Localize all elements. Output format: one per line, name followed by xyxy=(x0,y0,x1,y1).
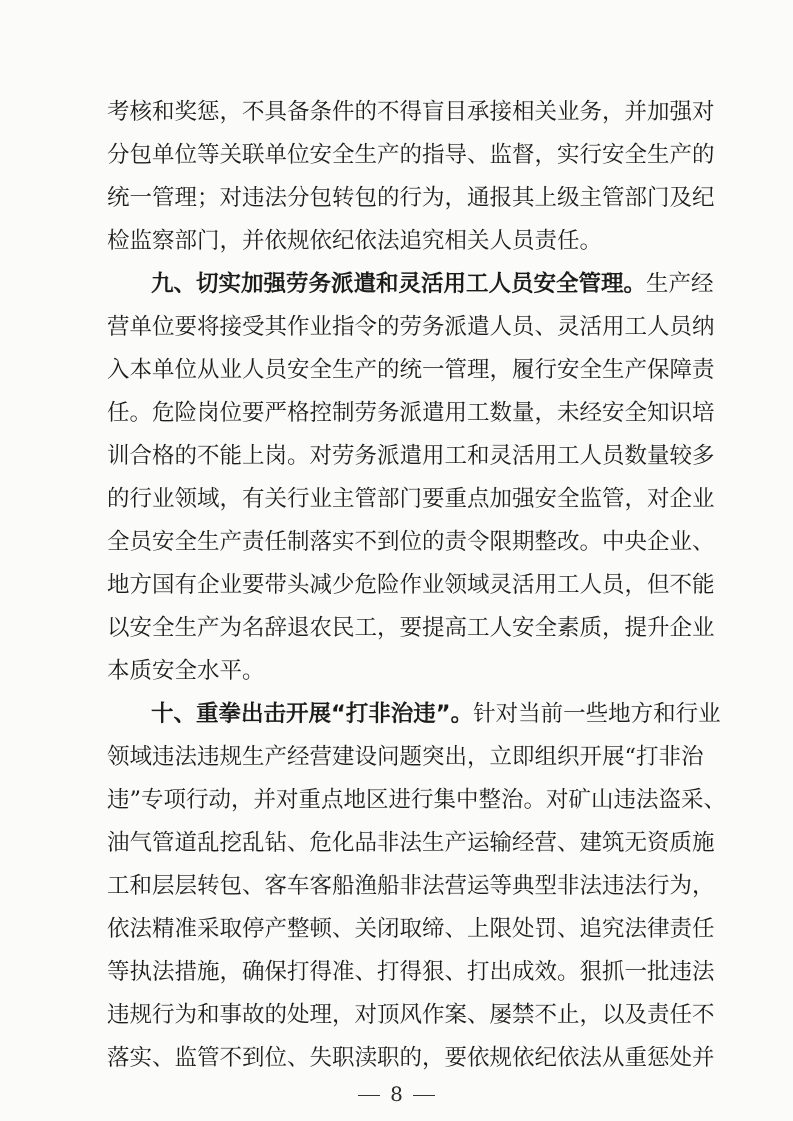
section-10-heading: 十、重拳出击开展“打非治违”。 xyxy=(151,701,474,727)
body-line: 入本单位从业人员安全生产的统一管理，履行安全生产保障责 xyxy=(107,357,715,383)
body-line: 地方国有企业要带头减少危险作业领域灵活用工人员，但不能 xyxy=(107,572,715,598)
section-10-first-line-rest: 针对当前一些地方和行业 xyxy=(473,701,721,727)
section-10-first-line xyxy=(151,699,721,729)
body-line: 违”专项行动，并对重点地区进行集中整治。对矿山违法盗采、 xyxy=(107,787,727,813)
footer-left-dash xyxy=(358,1095,380,1096)
body-line: 统一管理；对违法分包转包的行为，通报其上级主管部门及纪 xyxy=(107,185,715,211)
body-line: 违规行为和事故的处理，对顶风作案、屡禁不止，以及责任不 xyxy=(107,1002,715,1028)
body-line: 考核和奖惩，不具备条件的不得盲目承接相关业务，并加强对 xyxy=(107,99,715,125)
body-line: 落实、监管不到位、失职渎职的，要依规依纪依法从重惩处并 xyxy=(107,1045,715,1071)
body-line: 的行业领域，有关行业主管部门要重点加强安全监管，对企业 xyxy=(107,486,715,512)
body-line: 任。危险岗位要严格控制劳务派遣用工数量，未经安全知识培 xyxy=(107,400,715,426)
body-line: 领域违法违规生产经营建设问题突出，立即组织开展“打非治 xyxy=(107,744,704,770)
body-line: 等执法措施，确保打得准、打得狠、打出成效。狠抓一批违法 xyxy=(107,959,715,985)
section-9-heading: 九、切实加强劳务派遣和灵活用工人员安全管理。 xyxy=(151,271,647,297)
section-9-first-line xyxy=(151,269,714,299)
body-line: 分包单位等关联单位安全生产的指导、监督，实行安全生产的 xyxy=(107,142,715,168)
body-line: 全员安全生产责任制落实不到位的责令限期整改。中央企业、 xyxy=(107,529,715,555)
body-line: 油气管道乱挖乱钻、危化品非法生产运输经营、建筑无资质施 xyxy=(107,830,715,856)
body-line: 以安全生产为名辞退农民工，要提高工人安全素质，提升企业 xyxy=(107,615,715,641)
body-line: 工和层层转包、客车客船渔船非法营运等典型非法违法行为， xyxy=(107,873,715,899)
body-line: 训合格的不能上岗。对劳务派遣用工和灵活用工人员数量较多 xyxy=(107,443,715,469)
page-number: 8 xyxy=(390,1082,403,1106)
body-line: 检监察部门，并依规依纪依法追究相关人员责任。 xyxy=(107,228,603,254)
page-number-footer xyxy=(0,1082,793,1106)
body-line: 营单位要将接受其作业指令的劳务派遣人员、灵活用工人员纳 xyxy=(107,314,715,340)
footer-right-dash xyxy=(413,1095,435,1096)
section-9-first-line-rest: 生产经 xyxy=(646,271,714,297)
body-line: 本质安全水平。 xyxy=(107,658,265,684)
body-line: 依法精准采取停产整顿、关闭取缔、上限处罚、追究法律责任 xyxy=(107,916,715,942)
